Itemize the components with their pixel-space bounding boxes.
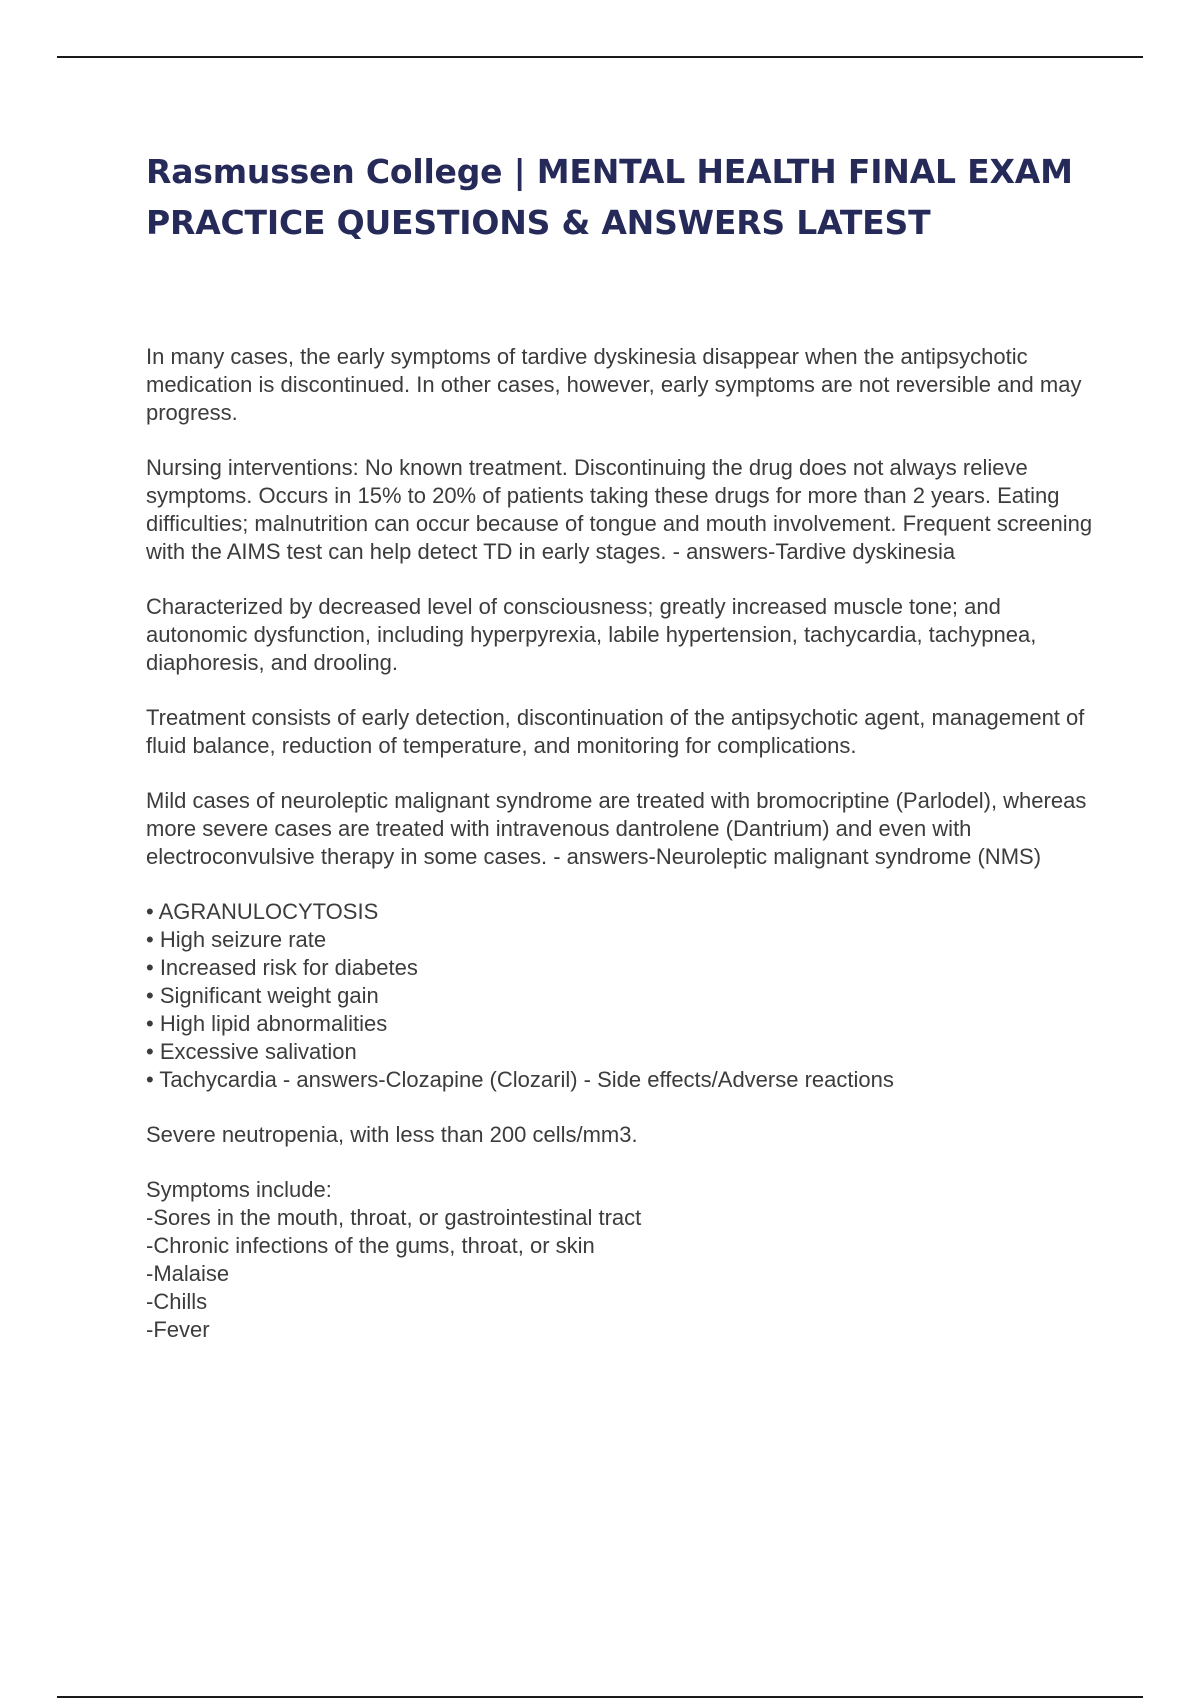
list-item: -Chills	[146, 1289, 208, 1314]
list-item: • Significant weight gain	[146, 983, 379, 1008]
symptoms-list	[146, 1176, 1096, 1344]
list-item: • Excessive salivation	[146, 1039, 357, 1064]
list-item: • Tachycardia - answers-Clozapine (Clozaril) - Side effects/Adverse reactions	[146, 1067, 894, 1092]
bottom-rule	[57, 1696, 1143, 1698]
list-item: • High lipid abnormalities	[146, 1011, 388, 1036]
list-item: -Fever	[146, 1317, 210, 1342]
paragraph-nms-mild-severe: Mild cases of neuroleptic malignant syndrome are treated with bromocriptine (Parlodel), whereas more severe cases are treated with intravenous dantrolene (Dantrium) and even with electroconvulsive therapy in some cases. - answers-Neuroleptic malignant syndrome (NMS)	[146, 788, 1087, 869]
paragraph-tardive-interventions: Nursing interventions: No known treatment. Discontinuing the drug does not always relieve symptoms. Occurs in 15% to 20% of patients taking these drugs for more than 2 years. Eating difficulties; malnutrition can occur because of tongue and mouth involvement. Frequent screening with the AIMS test can help detect TD in early stages. - answers-Tardive dyskinesia	[146, 455, 1093, 564]
list-item: -Chronic infections of the gums, throat, or skin	[146, 1233, 595, 1258]
paragraph-nms-characteristics: Characterized by decreased level of consciousness; greatly increased muscle tone; and autonomic dysfunction, including hyperpyrexia, labile hypertension, tachycardia, tachypnea, diaphoresis, and drooling.	[146, 594, 1037, 675]
paragraph-neutropenia: Severe neutropenia, with less than 200 cells/mm3.	[146, 1122, 638, 1147]
symptoms-heading: Symptoms include:	[146, 1177, 332, 1202]
paragraph-tardive-early: In many cases, the early symptoms of tardive dyskinesia disappear when the antipsychotic medication is discontinued. In other cases, however, early symptoms are not reversible and may progress.	[146, 344, 1082, 425]
list-item: • AGRANULOCYTOSIS	[146, 899, 379, 924]
document-body	[146, 343, 1096, 1371]
list-item: • High seizure rate	[146, 927, 327, 952]
list-item: -Sores in the mouth, throat, or gastrointestinal tract	[146, 1205, 642, 1230]
top-rule	[57, 56, 1143, 58]
document-title: Rasmussen College | MENTAL HEALTH FINAL EXAM PRACTICE QUESTIONS & ANSWERS LATEST	[146, 152, 1073, 242]
list-item: • Increased risk for diabetes	[146, 955, 418, 980]
list-item: -Malaise	[146, 1261, 230, 1286]
clozapine-side-effects-list	[146, 898, 1096, 1094]
paragraph-nms-treatment: Treatment consists of early detection, discontinuation of the antipsychotic agent, management of fluid balance, reduction of temperature, and monitoring for complications.	[146, 705, 1085, 758]
